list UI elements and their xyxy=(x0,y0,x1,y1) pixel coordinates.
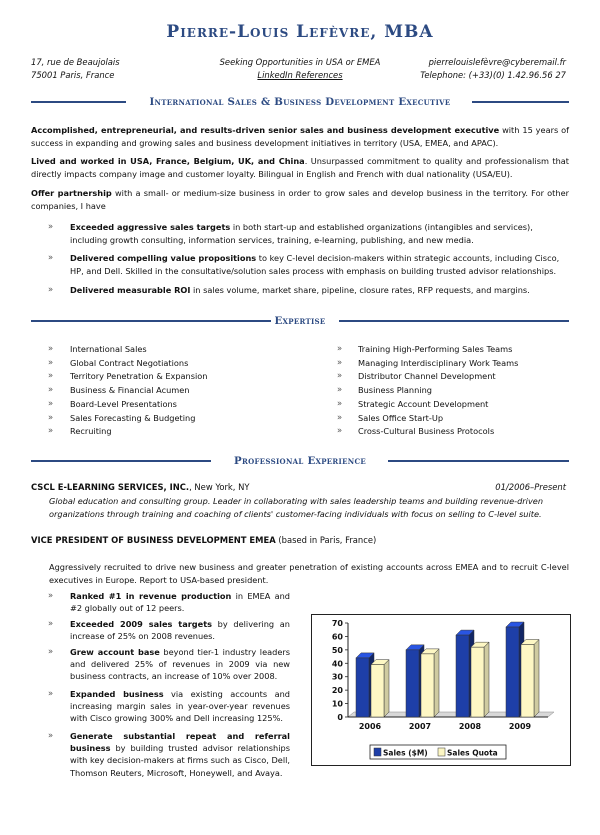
achievement-text: in EMEA and #2 globally out of 12 peers. xyxy=(70,591,290,614)
right-rule xyxy=(339,320,569,322)
role-title: VICE PRESIDENT OF BUSINESS DEVELOPMENT EMEA xyxy=(31,535,276,545)
bullet-marker: » xyxy=(48,618,54,628)
candidate-name: Pierre-Louis Lefèvre, MBA xyxy=(166,22,434,42)
bullet-marker: » xyxy=(337,343,343,353)
address-line-2: 75001 Paris, France xyxy=(31,70,115,80)
summary-bullet-3 xyxy=(70,284,568,297)
achievement-text: via existing accounts and increasing margin sales in year-over-year revenues with Cisco growing 300% and Dell increasing 125%. xyxy=(70,689,290,724)
y-tick-label: 70 xyxy=(331,619,343,628)
contact-block xyxy=(420,56,566,82)
bar-sales xyxy=(356,658,369,717)
role-line xyxy=(31,535,376,545)
sales-chart xyxy=(311,614,571,766)
summary-bullet-1 xyxy=(70,221,568,246)
expertise-right-item: Sales Office Start-Up xyxy=(358,412,444,423)
bullet-marker: » xyxy=(48,356,54,367)
telephone: Telephone: (+33)(0) 1.42.96.56 27 xyxy=(420,70,566,80)
x-tick-label: 2006 xyxy=(358,722,382,731)
summary-b1-bold: Exceeded aggressive sales targets xyxy=(70,222,231,232)
experience-heading: Professional Experience xyxy=(234,455,366,467)
bullet-marker: » xyxy=(48,384,54,395)
summary-p3-bold: Offer partnership xyxy=(31,188,112,198)
bullet-marker: » xyxy=(48,646,54,656)
y-tick-label: 30 xyxy=(331,672,343,682)
bullet-marker: » xyxy=(337,356,343,367)
x-tick-label: 2007 xyxy=(408,722,432,731)
summary-p3-text: with a small- or medium-size business in order to grow sales and develop business in the territory. For other companies, I have xyxy=(31,188,569,211)
bar-side xyxy=(484,642,489,717)
summary-paragraph-3 xyxy=(31,187,569,212)
bar-sales xyxy=(456,635,469,717)
role-location: (based in Paris, France) xyxy=(275,535,377,545)
summary-b2-text: to key C-level decision-makers within strategic accounts, including Cisco, HP, and Dell. Skilled in the consultative/solution sales process with emphasis on building trusted advisor relationships. xyxy=(70,253,560,276)
y-tick-label: 0 xyxy=(337,713,343,722)
bullet-marker: » xyxy=(48,590,54,600)
expertise-left-item: Board-Level Presentations xyxy=(70,398,177,409)
expertise-right-item: Strategic Account Development xyxy=(358,398,489,409)
y-tick-label: 20 xyxy=(331,686,343,696)
achievement-item xyxy=(70,730,290,779)
expertise-right-item: Managing Interdisciplinary Work Teams xyxy=(358,357,519,368)
seeking-text: Seeking Opportunities in USA or EMEA xyxy=(219,57,381,67)
bullet-marker: » xyxy=(48,221,54,231)
bullet-marker: » xyxy=(48,252,54,262)
summary-p1-bold: Accomplished, entrepreneurial, and results-driven senior sales and business development executive xyxy=(31,125,500,135)
expertise-left-item: Territory Penetration & Expansion xyxy=(70,371,208,382)
y-tick-label: 60 xyxy=(331,632,343,642)
bar-quota xyxy=(471,647,484,717)
bar-quota xyxy=(521,644,534,717)
summary-paragraph-2 xyxy=(31,155,569,180)
bullet-marker: » xyxy=(48,688,54,698)
achievement-item xyxy=(70,618,290,642)
summary-b1-text: in both start-up and established organizations (intangibles and services), including growth consulting, information services, training, e-learning, publishing, and new media. xyxy=(70,222,533,245)
bullet-marker: » xyxy=(337,370,343,381)
bullet-marker: » xyxy=(48,343,54,353)
achievement-bold: Generate substantial repeat and referral business xyxy=(70,731,290,754)
achievement-text: beyond tier-1 industry leaders and delivered 25% of revenues in 2009 via new business contracts, an increase of 10% over 2008. xyxy=(70,647,290,682)
bullet-marker: » xyxy=(48,411,54,422)
summary-p2-text: . Unsurpassed commitment to quality and professionalism that directly impacts company image and customer loyalty. Bilingual in English and French with dual nationality (USA/EU). xyxy=(31,156,569,179)
expertise-left-item: International Sales xyxy=(70,344,147,354)
x-tick-label: 2009 xyxy=(508,722,532,731)
expertise-right-item: Cross-Cultural Business Protocols xyxy=(358,426,495,437)
employment-dates: 01/2006–Present xyxy=(495,482,566,492)
summary-paragraph-1 xyxy=(31,124,569,149)
legend-label: Sales Quota xyxy=(447,748,498,758)
achievement-item xyxy=(70,688,290,725)
bar-quota xyxy=(371,665,384,717)
achievement-item xyxy=(70,590,290,614)
bullet-marker: » xyxy=(48,370,54,381)
company-description: Global education and consulting group. Leader in collaborating with sales leadership teams and building revenue-driven organizations through training and coaching of clients' customer-facing individuals with focus on selling to C-level suite. xyxy=(49,496,544,519)
company-location: , New York, NY xyxy=(189,482,250,492)
achievement-bold: Ranked #1 in revenue production xyxy=(70,591,232,601)
email-address[interactable]: pierrelouislefèvre@cyberemail.fr xyxy=(428,57,566,67)
linkedin-references-link[interactable]: LinkedIn References xyxy=(257,70,343,80)
achievement-bold: Exceeded 2009 sales targets xyxy=(70,619,212,629)
y-tick-label: 40 xyxy=(331,659,343,669)
bullet-marker: » xyxy=(337,425,343,436)
expertise-left-item: Business & Financial Acumen xyxy=(70,385,190,396)
legend-label: Sales ($M) xyxy=(383,748,428,758)
summary-bullet-2 xyxy=(70,252,568,277)
y-tick-label: 50 xyxy=(331,645,343,655)
bullet-marker: » xyxy=(48,397,54,408)
bar-sales xyxy=(506,627,519,717)
expertise-right-item: Training High-Performing Sales Teams xyxy=(358,344,513,354)
y-tick-label: 10 xyxy=(331,699,343,709)
right-rule xyxy=(472,101,569,103)
bullet-marker: » xyxy=(48,284,54,294)
expertise-right-item: Business Planning xyxy=(358,385,432,396)
achievement-bold: Expanded business xyxy=(70,689,164,699)
bullet-marker: » xyxy=(48,425,54,436)
expertise-left-item: Recruiting xyxy=(70,426,112,437)
expertise-left-item: Global Contract Negotiations xyxy=(70,357,189,368)
address-line-1: 17, rue de Beaujolais xyxy=(31,57,120,67)
legend-swatch xyxy=(374,748,381,756)
bar-side xyxy=(434,649,439,717)
company-name: CSCL E-LEARNING SERVICES, INC. xyxy=(31,482,190,492)
bullet-marker: » xyxy=(337,411,343,422)
legend-swatch xyxy=(438,748,445,756)
role-description: Aggressively recruited to drive new business and greater penetration of existing accounts across EMEA and to recruit C-level executives in Europe. Report to USA-based president. xyxy=(49,562,569,585)
summary-p2-bold: Lived and worked in USA, France, Belgium, UK, and China xyxy=(31,156,305,166)
achievement-text: by building trusted advisor relationships with key decision-makers at firms such as Cisco, Dell, Thomson Reuters, Microsoft, Honeywell, and Avaya. xyxy=(70,743,290,778)
bullet-marker: » xyxy=(48,730,54,740)
right-rule xyxy=(388,460,569,462)
summary-b3-text: in sales volume, market share, pipeline, closure rates, RFP requests, and margins. xyxy=(190,285,530,295)
bar-sales xyxy=(406,650,419,717)
achievement-item xyxy=(70,646,290,683)
summary-p1-text: with 15 years of success in expanding and growing sales and business development initiatives in territory (USA, EMEA, and APAC). xyxy=(31,125,570,148)
bar-side xyxy=(384,660,389,717)
summary-b2-bold: Delivered compelling value propositions xyxy=(70,253,257,263)
achievement-bold: Grew account base xyxy=(70,647,160,657)
x-tick-label: 2008 xyxy=(458,722,482,731)
expertise-heading: Expertise xyxy=(274,315,326,327)
expertise-left-item: Sales Forecasting & Budgeting xyxy=(70,412,196,423)
summary-b3-bold: Delivered measurable ROI xyxy=(70,285,191,295)
company-line xyxy=(31,482,249,492)
expertise-right-item: Distributor Channel Development xyxy=(358,371,496,382)
bullet-marker: » xyxy=(337,384,343,395)
bar-side xyxy=(534,639,539,717)
title-heading: International Sales & Business Development Executive xyxy=(149,96,451,108)
sales-chart-svg xyxy=(312,615,570,765)
achievement-text: by delivering an increase of 25% on 2008 revenues. xyxy=(70,619,290,642)
bar-quota xyxy=(421,654,434,717)
bullet-marker: » xyxy=(337,397,343,408)
